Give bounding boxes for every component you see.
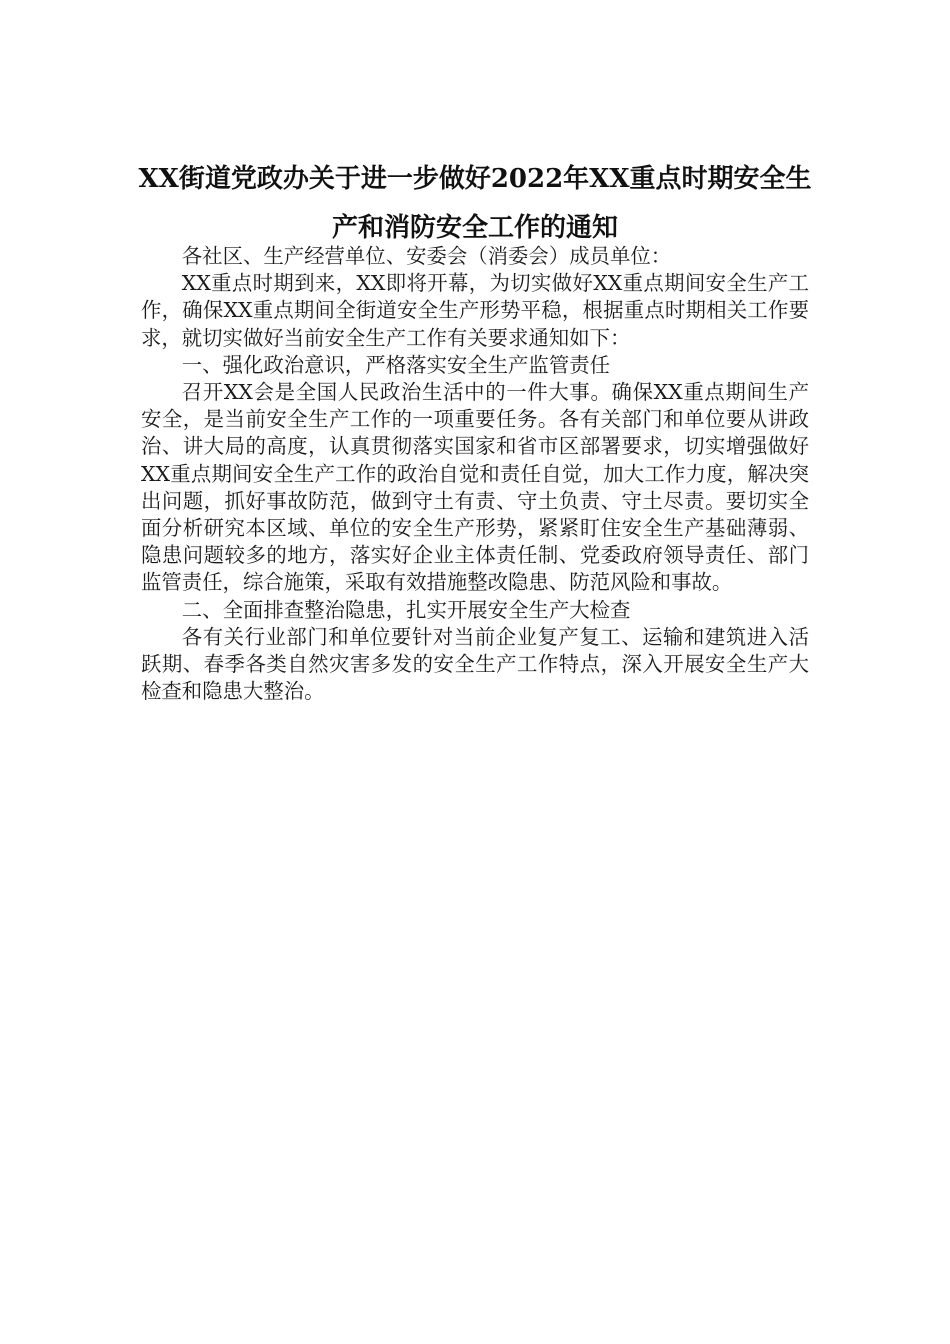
- document-title-line-1: XX街道党政办关于进一步做好2022年XX重点时期安全生: [138, 164, 812, 194]
- section-2-paragraph: 各有关行业部门和单位要针对当前企业复产复工、运输和建筑进入活跃期、春季各类自然灾害多发的安全生产工作特点，深入开展安全生产大检查和隐患大整治。: [141, 624, 809, 704]
- document-body: [141, 243, 809, 705]
- section-heading-2: 二、全面排查整治隐患，扎实开展安全生产大检查: [181, 597, 631, 622]
- intro-paragraph: XX重点时期到来，XX即将开幕，为切实做好XX重点期间安全生产工作，确保XX重点期间全街道安全生产形势平稳，根据重点时期相关工作要求，就切实做好当前安全生产工作有关要求通知如下：: [141, 271, 809, 350]
- section-heading-1: 一、强化政治意识，严格落实安全生产监管责任: [181, 352, 610, 377]
- salutation: 各社区、生产经营单位、安委会（消委会）成员单位：: [181, 244, 672, 268]
- section-1-paragraph: 召开XX会是全国人民政治生活中的一件大事。确保XX重点期间生产安全，是当前安全生产工作的一项重要任务。各有关部门和单位要从讲政治、讲大局的高度，认真贯彻落实国家和省市区部署要求，切实增强做好XX重点期间安全生产工作的政治自觉和责任自觉，加大工作力度，解决突出问题，抓好事故防范，做到守土有责、守土负责、守土尽责。要切实全面分析研究本区域、单位的安全生产形势，紧紧盯住安全生产基础薄弱、隐患问题较多的地方，落实好企业主体责任制、党委政府领导责任、部门监管责任，综合施策，采取有效措施整改隐患、防范风险和事故。: [141, 380, 809, 595]
- document-title-line-2: 产和消防安全工作的通知: [331, 213, 618, 243]
